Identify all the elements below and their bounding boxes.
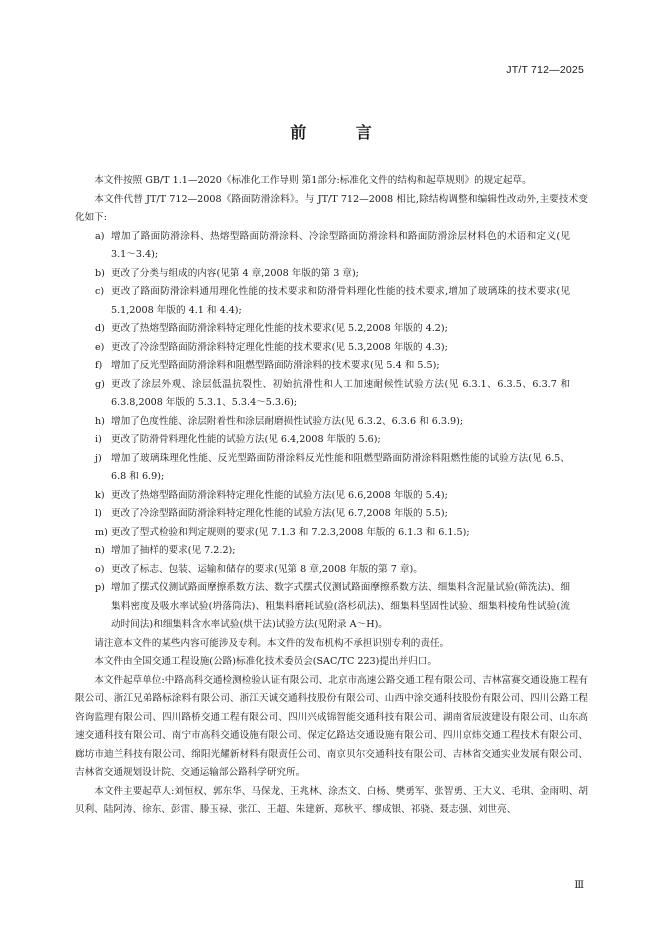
list-item-text: 增加了色度性能、涂层附着性和涂层耐磨损性试验方法(见 6.3.2、6.3.6 和 6.3.9); [111, 415, 464, 427]
list-marker: k) [95, 489, 105, 501]
intro-paragraph-drafting-rules: 本文件按照 GB/T 1.1—2020《标准化工作导则 第1部分:标准化文件的结构和起草规则》的规定起草。 [94, 175, 532, 186]
list-item-text: 更改了标志、包装、运输和储存的要求(见第 8 章,2008 年版的第 7 章)。 [111, 563, 423, 575]
list-item-text: 更改了涂层外观、涂层低温抗裂性、初始抗滑性和人工加速耐候性试验方法(见 6.3.1、6.3.5、6.3.7 和 6.3.8,2008 年版的 5.3.1、5.3.4～5.3.6); [111, 378, 570, 408]
list-item [75, 283, 588, 320]
list-item-text: 更改了型式检验和判定规则的要求(见 7.1.3 和 7.2.3,2008 年版的 6.1.3 和 6.1.5); [111, 526, 470, 538]
list-marker: o) [95, 563, 105, 575]
preface-body [75, 172, 588, 820]
list-item [75, 542, 588, 561]
list-marker: p) [95, 582, 105, 593]
list-marker: i) [95, 434, 102, 445]
list-marker: f) [95, 360, 103, 371]
list-item [75, 524, 588, 543]
list-item [75, 265, 588, 284]
list-marker: b) [95, 267, 105, 279]
technical-changes-list [75, 228, 588, 635]
list-marker: d) [95, 323, 105, 334]
list-item [75, 320, 588, 339]
list-item-text: 更改了热熔型路面防滑涂料特定理化性能的试验方法(见 6.6,2008 年版的 5.4); [111, 489, 448, 501]
list-item-text: 增加了反光型路面防滑涂料和阻燃型路面防滑涂料的技术要求(见 5.4 和 5.5); [111, 360, 440, 371]
list-marker: e) [95, 341, 105, 353]
committee-paragraph: 本文件由全国交通工程设施(公路)标准化技术委员会(SAC/TC 223)提出并归口。 [94, 656, 437, 667]
list-item [75, 579, 588, 635]
list-item [75, 431, 588, 450]
list-item-text: 更改了防滑骨料理化性能的试验方法(见 6.4,2008 年版的 5.6); [111, 434, 381, 445]
list-marker: j) [95, 452, 102, 464]
list-item-text: 增加了抽样的要求(见 7.2.2); [111, 545, 236, 556]
list-item [75, 505, 588, 524]
list-item [75, 487, 588, 506]
list-marker: l) [95, 508, 102, 519]
standard-number: JT/T 712—2025 [506, 64, 584, 76]
list-item-text: 增加了摆式仪测试路面摩擦系数方法、数字式摆式仪测试路面摩擦系数方法、细集料含泥量试验(筛洗法)、细集料密度及吸水率试验(坍落筒法)、粗集料磨耗试验(洛杉矶法)、细集料坚固性试验、细集料棱角性试验(流动时间法)和细集料含水率试验(烘干法)试验方法(见附录 A～H)。 [111, 582, 570, 630]
drafters-paragraph: 本文件主要起草人:刘恒权、郭东华、马保龙、王兆林、涂杰文、白杨、樊勇军、张智勇、王大义、毛琪、金雨明、胡贝利、陆阿涛、徐东、彭雷、滕玉禄、张江、王超、朱建新、郑秋平、缪成银、祁骁、聂志强、刘世亮、 [75, 785, 588, 815]
list-item [75, 339, 588, 358]
list-item-text: 增加了玻璃珠理化性能、反光型路面防滑涂料反光性能和阻燃型路面防滑涂料阻燃性能的试验方法(见 6.5、6.8 和 6.9); [111, 452, 570, 482]
list-item [75, 357, 588, 376]
list-marker: c) [95, 286, 105, 297]
list-marker: a) [95, 230, 105, 242]
list-item-text: 更改了分类与组成的内容(见第 4 章,2008 年版的第 3 章); [111, 267, 359, 279]
list-item [75, 376, 588, 413]
page-number: Ⅲ [574, 880, 584, 891]
list-marker: h) [95, 415, 105, 427]
list-item [75, 561, 588, 580]
list-marker: m) [95, 526, 108, 538]
list-item-text: 更改了冷涂型路面防滑涂料特定理化性能的技术要求(见 5.3,2008 年版的 4.3); [111, 341, 448, 353]
list-marker: g) [95, 378, 105, 390]
list-item-text: 增加了路面防滑涂料、热熔型路面防滑涂料、冷涂型路面防滑涂料和路面防滑涂层材料色的术语和定义(见 3.1～3.4); [111, 230, 570, 260]
list-item-text: 更改了冷涂型路面防滑涂料特定理化性能的试验方法(见 6.7,2008 年版的 5.5); [111, 508, 448, 519]
patent-notice-paragraph: 请注意本文件的某些内容可能涉及专利。本文件的发布机构不承担识别专利的责任。 [94, 637, 450, 649]
page-title: 前 言 [290, 123, 394, 142]
list-item-text: 更改了热熔型路面防滑涂料特定理化性能的技术要求(见 5.2,2008 年版的 4.2); [111, 323, 448, 334]
intro-paragraph-replacement: 本文件代替 JT/T 712—2008《路面防滑涂料》。与 JT/T 712—2008 相比,除结构调整和编辑性改动外,主要技术变化如下: [75, 193, 588, 223]
list-item [75, 450, 588, 487]
drafting-units-paragraph: 本文件起草单位:中路高科交通检测检验认证有限公司、北京市高速公路交通工程有限公司、吉林富赛交通设施工程有限公司、浙江兄弟路标涂料有限公司、浙江天诚交通科技股份有限公司、山西中涂交通科技股份有限公司、四川公路工程咨询监理有限公司、四川路桥交通工程有限公司、四川兴成锦智能交通科技有限公司、湖南省辰波建设有限公司、山东高速交通科技有限公司、南宁市高科交通设施有限公司、保定亿路达交通设施有限公司、四川京炜交通工程技术有限公司、廊坊市迪兰科技有限公司、绵阳光耀新材料有限责任公司、南京贝尔交通科技有限公司、吉林省交通实业发展有限公司、吉林省交通规划设计院、交通运输部公路科学研究所。 [75, 674, 588, 778]
list-marker: n) [95, 545, 105, 556]
list-item [75, 228, 588, 265]
list-item [75, 413, 588, 432]
list-item-text: 更改了路面防滑涂料通用理化性能的技术要求和防滑骨料理化性能的技术要求,增加了玻璃珠的技术要求(见 5.1,2008 年版的 4.1 和 4.4); [111, 286, 570, 316]
